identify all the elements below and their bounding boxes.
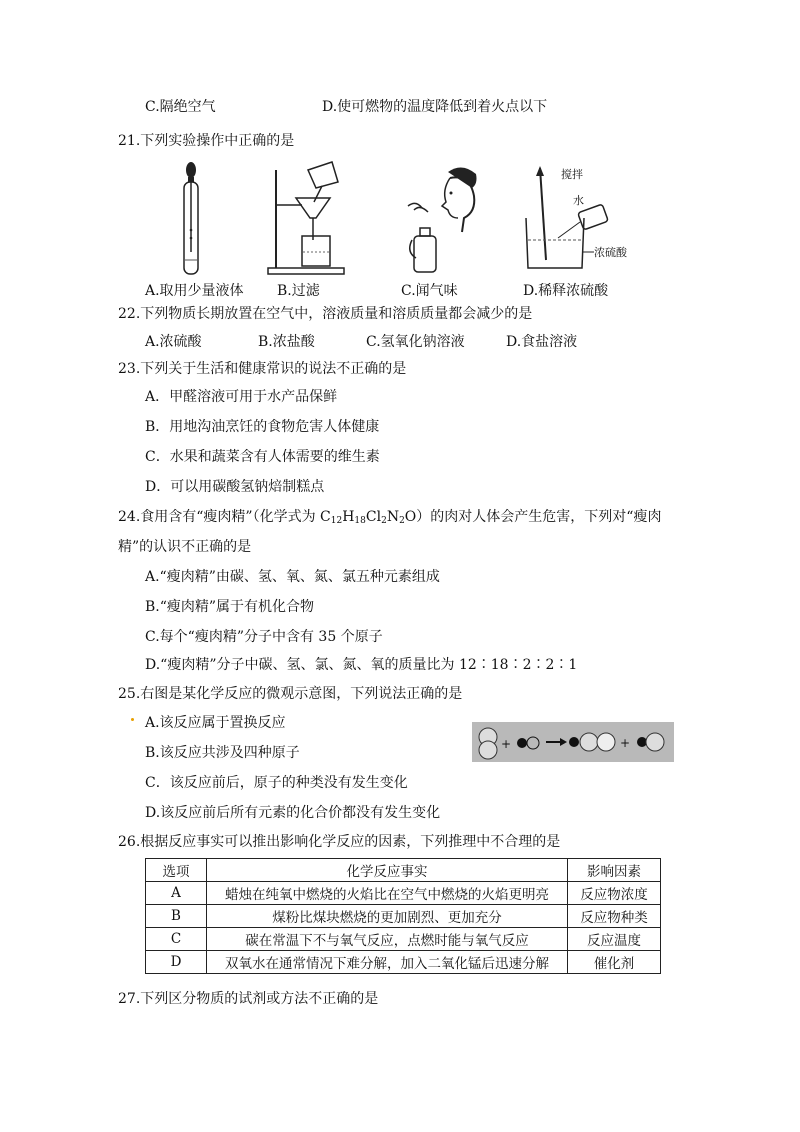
table-row <box>146 882 661 905</box>
q24-option-d: D.“瘦肉精”分子中碳、氢、氯、氮、氧的质量比为 12∶18∶2∶2∶1 <box>145 657 578 673</box>
q24-option-b: B.“瘦肉精”属于有机化合物 <box>145 599 315 615</box>
q22-option-b: B.浓盐酸 <box>258 334 315 350</box>
header-fact: 化学反应事实 <box>207 859 568 882</box>
q27-stem: 27.下列区分物质的试剂或方法不正确的是 <box>118 991 379 1007</box>
q23-option-c: C．水果和蔬菜含有人体需要的维生素 <box>145 449 380 465</box>
q21-option-c: C.闻气味 <box>401 283 458 299</box>
table-row <box>146 905 661 928</box>
svg-text:+: + <box>620 736 631 750</box>
q23-option-b: B．用地沟油烹饪的食物危害人体健康 <box>145 419 380 435</box>
row-factor: 反应物种类 <box>568 905 661 928</box>
q22-option-a: A.浓硫酸 <box>145 334 202 350</box>
table-row <box>146 951 661 974</box>
header-option: 选项 <box>146 859 207 882</box>
row-fact: 双氧水在通常情况下难分解，加入二氧化锰后迅速分解 <box>207 951 568 974</box>
row-option: A <box>146 882 207 905</box>
svg-text:+: + <box>501 737 512 751</box>
q25-option-a: A.该反应属于置换反应 <box>145 715 286 731</box>
q21-option-a: A.取用少量液体 <box>145 283 244 299</box>
table-header-row <box>146 859 661 882</box>
smelling-figure <box>398 160 480 278</box>
q22-option-d: D.食盐溶液 <box>506 334 578 350</box>
q23-option-d: D．可以用碳酸氢钠焙制糕点 <box>145 479 325 495</box>
header-factor: 影响因素 <box>568 859 661 882</box>
fig-label-water: 水 <box>573 194 584 207</box>
table-row <box>146 928 661 951</box>
row-fact: 碳在常温下不与氧气反应，点燃时能与氧气反应 <box>207 928 568 951</box>
q21-stem: 21.下列实验操作中正确的是 <box>118 133 295 149</box>
q24-stem: 24.食用含有“瘦肉精”（化学式为 $C_{12}H_{18}Cl_2N_2O$）的肉对人体会产生危害，下列对“瘦肉 <box>118 509 662 526</box>
q24-option-a: A.“瘦肉精”由碳、氢、氧、氮、氯五种元素组成 <box>145 569 440 585</box>
filtration-figure <box>266 160 346 278</box>
q23-stem: 23.下列关于生活和健康常识的说法不正确的是 <box>118 361 407 377</box>
row-fact: 煤粉比煤块燃烧的更加剧烈、更加充分 <box>207 905 568 928</box>
row-option: D <box>146 951 207 974</box>
row-factor: 催化剂 <box>568 951 661 974</box>
row-factor: 反应物浓度 <box>568 882 661 905</box>
q23-option-a: A．甲醛溶液可用于水产品保鲜 <box>145 389 338 405</box>
q20-option-c: C.隔绝空气 <box>145 99 216 115</box>
q25-option-b: B.该反应共涉及四种原子 <box>145 745 300 761</box>
q22-option-c: C.氢氧化钠溶液 <box>366 334 465 350</box>
orange-mark <box>131 718 134 721</box>
q21-option-b: B.过滤 <box>277 283 320 299</box>
q24-option-c: C.每个“瘦肉精”分子中含有 35 个原子 <box>145 629 383 645</box>
reaction-diagram <box>472 722 674 762</box>
q20-option-d: D.使可燃物的温度降低到着火点以下 <box>322 99 548 115</box>
fig-label-stir: 搅拌 <box>561 168 583 181</box>
dropper-test-tube-figure <box>175 160 215 278</box>
q24-stem-line2: 精”的认识不正确的是 <box>118 539 252 555</box>
q25-option-d: D.该反应前后所有元素的化合价都没有发生变化 <box>145 805 441 821</box>
row-option: B <box>146 905 207 928</box>
row-fact: 蜡烛在纯氧中燃烧的火焰比在空气中燃烧的火焰更明亮 <box>207 882 568 905</box>
row-option: C <box>146 928 207 951</box>
row-factor: 反应温度 <box>568 928 661 951</box>
q26-stem: 26.根据反应事实可以推出影响化学反应的因素，下列推理中不合理的是 <box>118 834 561 850</box>
q25-stem: 25.右图是某化学反应的微观示意图，下列说法正确的是 <box>118 686 463 702</box>
q21-option-d: D.稀释浓硫酸 <box>523 283 609 299</box>
q22-stem: 22.下列物质长期放置在空气中，溶液质量和溶质质量都会减少的是 <box>118 306 533 322</box>
fig-label-acid: 浓硫酸 <box>594 246 627 259</box>
q25-option-c: C．该反应前后，原子的种类没有发生变化 <box>145 775 408 791</box>
reaction-factors-table <box>145 858 661 974</box>
